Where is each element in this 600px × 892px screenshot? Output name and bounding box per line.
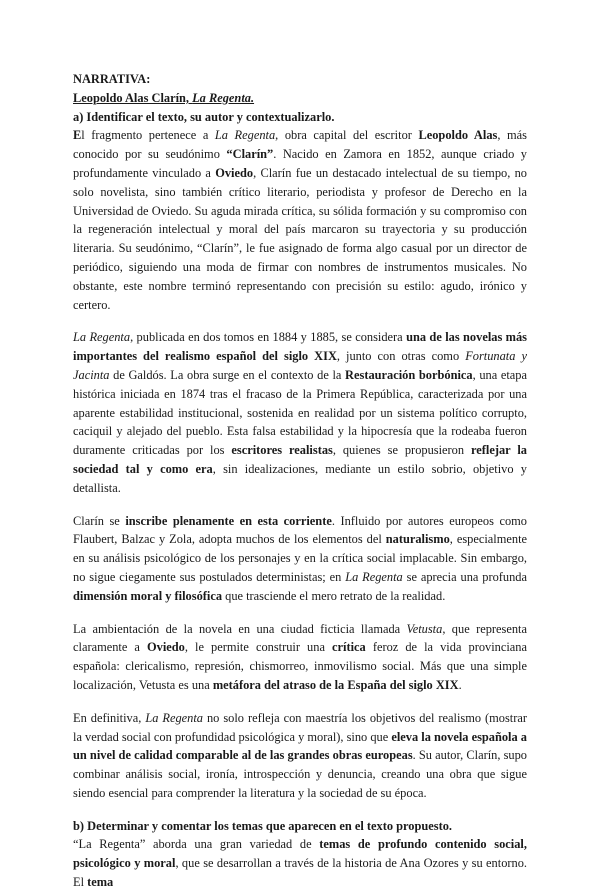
section-a-title: a) Identificar el texto, su autor y contextualizarlo. bbox=[73, 109, 335, 124]
text-run: . bbox=[458, 677, 462, 692]
text-run: feroz de la vida provinciana española: clericalismo, represión, chismorreo, inmovilismo social. Más que una simple localización, Vetusta es una bbox=[73, 640, 527, 692]
text-run: Oviedo bbox=[146, 640, 185, 655]
text-run: La Regenta bbox=[345, 569, 403, 584]
text-run: de Galdós. La obra surge en el contexto de la bbox=[109, 367, 346, 382]
text-run: Clarín se bbox=[73, 513, 126, 528]
document-subtitle bbox=[73, 89, 527, 108]
text-run: , una etapa histórica iniciada en 1874 tras el fracaso de la Primera República, caracterizada por una aparente estabilidad institucional, sostenida en realidad por un sistema político corrupto, caciquil y alejado del pueblo. Esta falsa estabilidad y la hipocresía que la rodeaba fueron duramente criticadas por los bbox=[73, 367, 527, 458]
text-run: . Nacido en Zamora en 1852, aunque criado y profundamente vinculado a bbox=[73, 147, 527, 180]
text-run: , Clarín fue un destacado intelectual de su tiempo, no solo novelista, sino también crítico literario, periodista y profesor de Derecho en la Universidad de Oviedo. Su aguda mirada crítica, su sólida formación y su compromiso con la regeneración intelectual y moral del país marcaron su trayectoria y su producción literaria. Su seudónimo, “Clarín”, le fue asignado de forma algo casual por un director de periódico, siguiendo una moda de firmar con nombres de instrumentos musicales. No obstante, este nombre terminó representando con precisión su estilo: agudo, irónico y certero. bbox=[73, 165, 527, 312]
document-heading: NARRATIVA: bbox=[73, 72, 151, 86]
text-run: La ambientación de la novela en una ciudad ficticia llamada bbox=[73, 621, 407, 636]
text-run: , obra capital del escritor bbox=[275, 128, 419, 143]
text-run: metáfora del atraso de la España del siglo XIX bbox=[212, 677, 459, 692]
text-run: Vetusta bbox=[406, 621, 443, 636]
text-run: , junto con otras como bbox=[336, 349, 466, 364]
text-run: , publicada en dos tomos en 1884 y 1885, se considera bbox=[130, 330, 407, 345]
section-a-paragraph-5 bbox=[73, 709, 527, 803]
text-run: Oviedo bbox=[215, 165, 254, 180]
text-run: escritores realistas bbox=[231, 443, 333, 458]
text-run: La Regenta bbox=[145, 710, 203, 725]
subtitle-author: Leopoldo Alas Clarín, bbox=[73, 90, 193, 105]
text-run: eleva la novela española a un nivel de calidad comparable al de las grandes obras europeas bbox=[73, 729, 527, 763]
section-a-paragraph-1 bbox=[73, 126, 527, 314]
text-run: E bbox=[73, 128, 82, 143]
text-run: La Regenta bbox=[73, 330, 131, 345]
text-run: , más conocido por su seudónimo bbox=[73, 128, 527, 162]
text-run: , le permite construir una bbox=[184, 640, 333, 655]
text-run: que trasciende el mero retrato de la realidad. bbox=[222, 588, 446, 603]
text-run: . Influido por autores europeos como Flaubert, Balzac y Zola, adopta muchos de los elementos del bbox=[73, 513, 527, 547]
text-run: reflejar la sociedad tal y como era bbox=[73, 443, 527, 476]
text-run: una de las novelas más importantes del realismo español del siglo XIX bbox=[73, 330, 528, 364]
text-run: dimensión moral y filosófica bbox=[73, 588, 223, 603]
text-run: , que representa claramente a bbox=[73, 621, 527, 655]
text-run: , que se desarrollan a través de la historia de Ana Ozores y su entorno. El bbox=[73, 856, 527, 890]
text-run: . Su autor, Clarín, supo combinar análisis social, ironía, introspección y denuncia, creando una obra que sigue siendo esencial para comprender la literatura y la sociedad de su época. bbox=[73, 748, 527, 800]
text-run: , sin idealizaciones, mediante un estilo sobrio, objetivo y detallista. bbox=[73, 461, 527, 495]
section-a-paragraph-4 bbox=[73, 620, 527, 695]
text-run: , quienes se propusieron bbox=[332, 443, 471, 458]
text-run: , especialmente en su análisis psicológico de los personajes y en la crítica social implacable. Sin embargo, no sigue ciegamente sus postulados deterministas; en bbox=[73, 532, 528, 584]
text-run: no solo refleja con maestría los objetivos del realismo (mostrar la verdad social con profundidad psicológica y moral), sino que bbox=[73, 710, 528, 744]
text-run: Restauración borbónica bbox=[345, 367, 473, 382]
text-run: naturalismo bbox=[385, 532, 450, 547]
text-run: La Regenta bbox=[214, 128, 276, 143]
section-a-paragraph-3 bbox=[73, 512, 527, 606]
section-b-paragraph-1 bbox=[73, 835, 527, 891]
text-run: crítica bbox=[332, 640, 366, 655]
text-run: se aprecia una profunda bbox=[402, 569, 527, 584]
text-run: En definitiva, bbox=[73, 710, 146, 725]
text-run: tema bbox=[87, 875, 114, 890]
text-run: Fortunata y Jacinta bbox=[73, 349, 527, 382]
text-run: Leopoldo Alas bbox=[418, 128, 498, 143]
text-run: l fragmento pertenece a bbox=[81, 128, 215, 143]
text-run: “Clarín” bbox=[226, 147, 274, 162]
text-run: “La Regenta” aborda una gran variedad de bbox=[73, 837, 320, 852]
text-run: inscribe plenamente en esta corriente bbox=[125, 513, 332, 528]
text-run: temas de profundo contenido social, psicológico y moral bbox=[73, 837, 527, 871]
section-a-paragraph-2 bbox=[73, 328, 527, 497]
section-b-title: b) Determinar y comentar los temas que aparecen en el texto propuesto. bbox=[73, 818, 453, 833]
subtitle-work: La Regenta. bbox=[192, 90, 255, 105]
